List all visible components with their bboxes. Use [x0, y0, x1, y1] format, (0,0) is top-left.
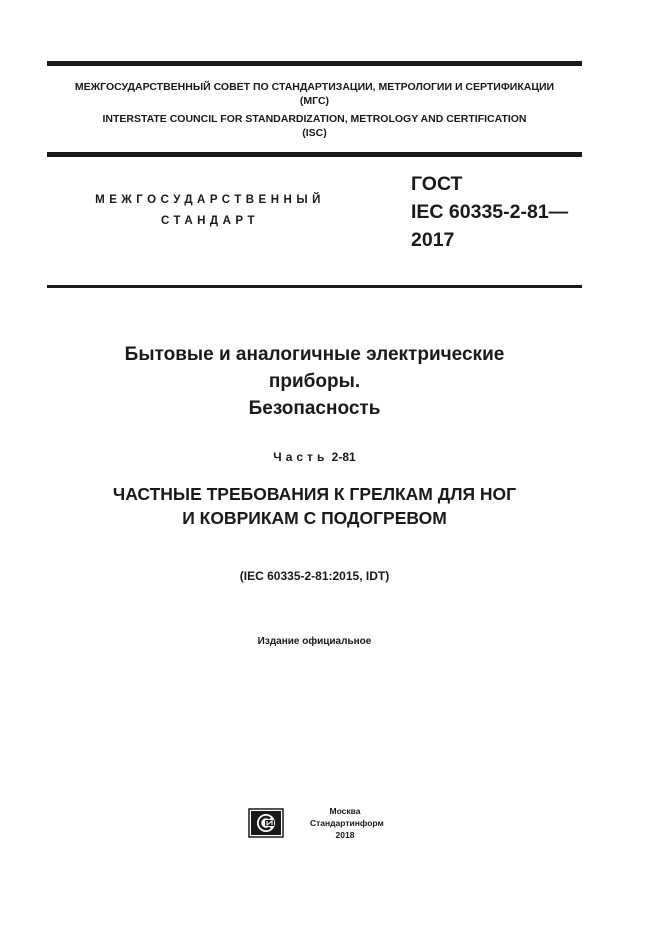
- publisher-year: 2018: [335, 830, 355, 840]
- council-en-abbr: (ISC): [302, 127, 327, 139]
- top-rule: [47, 61, 582, 66]
- title-line2: приборы.: [268, 371, 361, 392]
- publisher-city: Москва: [329, 806, 361, 816]
- part-word: Часть: [273, 450, 329, 464]
- subtitle-line1: ЧАСТНЫЕ ТРЕБОВАНИЯ К ГРЕЛКАМ ДЛЯ НОГ: [112, 484, 517, 504]
- edition-label: Издание официальное: [257, 636, 372, 647]
- designation-bottom-rule: [47, 285, 582, 288]
- council-en: [47, 112, 582, 140]
- part-label: [47, 449, 582, 465]
- subtitle-line2: И КОВРИКАМ С ПОДОГРЕВОМ: [182, 508, 447, 528]
- council-ru-name: МЕЖГОСУДАРСТВЕННЫЙ СОВЕТ ПО СТАНДАРТИЗАЦИИ, МЕТРОЛОГИИ И СЕРТИФИКАЦИИ: [74, 81, 555, 93]
- document-title: [47, 341, 582, 422]
- council-ru-abbr: (МГС): [299, 95, 330, 107]
- gost-year: 2017: [411, 229, 455, 251]
- council-en-name: INTERSTATE COUNCIL FOR STANDARDIZATION, METROLOGY AND CERTIFICATION: [102, 113, 527, 125]
- publisher-name: Стандартинформ: [310, 818, 384, 828]
- title-line1: Бытовые и аналогичные электрические: [124, 344, 505, 365]
- council-ru: [47, 80, 582, 108]
- publisher-info: [310, 805, 384, 841]
- document-subtitle: [47, 482, 582, 530]
- standard-type-line1: МЕЖГОСУДАРСТВЕННЫЙ: [95, 194, 325, 206]
- title-line3: Безопасность: [248, 398, 381, 419]
- part-number: 2-81: [331, 450, 356, 464]
- gost-designation: [411, 170, 568, 254]
- gost-number: IEC 60335-2-81—: [411, 201, 569, 223]
- standard-type: [60, 190, 360, 232]
- gost-label: ГОСТ: [411, 173, 463, 195]
- standartinform-logo-icon: [248, 808, 284, 838]
- standard-type-line2: СТАНДАРТ: [161, 215, 259, 227]
- idt-reference: (IEC 60335-2-81:2015, IDT): [239, 569, 390, 583]
- header-bottom-rule: [47, 152, 582, 157]
